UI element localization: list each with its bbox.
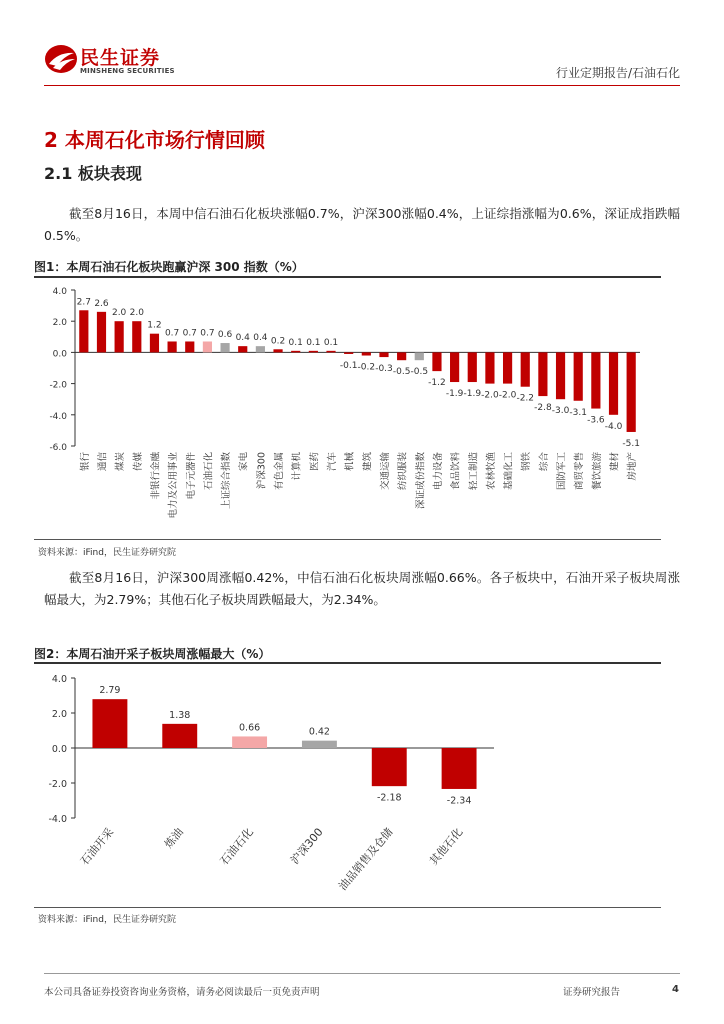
figure-2-title: 图2：本周石油开采子板块周涨幅最大（%） — [34, 647, 271, 661]
bar — [291, 351, 300, 353]
category-label: 电力及公用事业 — [168, 452, 180, 519]
category-label: 钢铁 — [521, 452, 533, 472]
figure-1-bottom-rule — [34, 539, 661, 540]
category-label: 房地产 — [627, 452, 639, 481]
category-label: 汽车 — [327, 452, 339, 472]
category-label: 沪深300 — [256, 452, 268, 490]
category-label: 交通运输 — [379, 452, 391, 491]
data-label: 0.6 — [217, 330, 233, 341]
bar — [362, 352, 371, 355]
category-label: 基础化工 — [503, 452, 515, 491]
category-label: 国防军工 — [556, 452, 568, 491]
y-tick-label: 0.0 — [51, 744, 67, 755]
bar — [397, 352, 406, 360]
data-label: -0.2 — [357, 362, 376, 373]
data-label: -4.0 — [604, 421, 623, 432]
y-tick-label: 4.0 — [51, 674, 67, 685]
category-label: 煤炭 — [115, 452, 127, 472]
figure-2-top-rule — [34, 662, 661, 664]
report-category: 行业定期报告/石油石化 — [555, 66, 680, 80]
bar — [115, 321, 124, 352]
bar — [372, 748, 407, 786]
data-label: -5.1 — [622, 438, 640, 449]
data-label: 0.1 — [306, 337, 321, 348]
bar — [256, 346, 265, 352]
category-label: 轻工制造 — [468, 452, 480, 491]
header-divider — [44, 85, 680, 86]
subsector-performance-chart — [34, 666, 661, 906]
data-label: 2.6 — [94, 298, 109, 309]
category-label: 电力设备 — [432, 452, 444, 491]
bar — [309, 351, 318, 353]
data-label: 0.7 — [164, 328, 180, 339]
bar — [485, 352, 494, 383]
minsheng-logo-icon — [44, 44, 78, 74]
data-label: -3.0 — [551, 406, 570, 417]
paragraph-subsector: 截至8月16日，沪深300周涨幅0.42%，中信石油石化板块周涨幅0.66%。各子板块中，石油开采子板块周涨幅最大，为2.79%；其他石化子板块周跌幅最大，为2.34%。 — [44, 570, 680, 607]
y-tick-label: 2.0 — [51, 709, 67, 720]
data-label: 1.2 — [147, 320, 162, 331]
category-label: 纺织服装 — [397, 452, 409, 491]
category-label: 餐饮旅游 — [591, 452, 603, 491]
bar — [220, 343, 229, 352]
data-label: -3.6 — [587, 415, 605, 426]
bar — [273, 349, 282, 352]
category-label: 建筑 — [362, 452, 374, 472]
data-label: -2.34 — [446, 795, 472, 807]
bar — [442, 748, 477, 789]
category-label: 银行 — [79, 452, 91, 472]
paragraph-summary: 截至8月16日，本周中信石油石化板块涨幅0.7%，沪深300涨幅0.4%，上证综指涨幅为0.6%，深证成指跌幅0.5%。 — [44, 206, 680, 243]
category-label: 综合 — [538, 452, 550, 472]
data-label: 0.2 — [270, 336, 286, 347]
bar — [591, 352, 600, 408]
data-label: 0.66 — [239, 722, 261, 734]
bar — [150, 334, 159, 353]
y-tick-label: 0.0 — [52, 349, 67, 360]
data-label: 0.4 — [235, 333, 250, 344]
bar — [203, 341, 212, 352]
data-label: -1.9 — [463, 389, 482, 400]
category-label: 沪深300 — [288, 825, 326, 867]
bar — [185, 341, 194, 352]
category-label: 食品饮料 — [450, 452, 462, 491]
data-label: 2.7 — [76, 297, 91, 308]
bar — [92, 699, 127, 748]
bar — [627, 352, 636, 432]
bar — [609, 352, 618, 414]
category-label: 石油石化 — [203, 452, 215, 491]
bar — [344, 352, 353, 354]
data-label: -3.1 — [569, 407, 587, 418]
data-label: -2.0 — [481, 390, 499, 401]
figure-1-title: 图1：本周石油石化板块跑赢沪深 300 指数（%） — [34, 260, 304, 274]
category-label: 油品销售及仓储 — [336, 825, 396, 893]
category-label: 家电 — [238, 452, 250, 472]
category-label: 机械 — [344, 452, 356, 472]
data-label: 0.1 — [288, 337, 303, 348]
figure-2-source: 资料来源：iFind，民生证券研究院 — [38, 915, 176, 925]
data-label: 2.79 — [99, 685, 121, 697]
category-label: 上证综合指数 — [221, 452, 233, 510]
bar — [326, 351, 335, 353]
bar — [450, 352, 459, 382]
y-tick-label: -6.0 — [49, 443, 67, 453]
bar — [97, 312, 106, 353]
bar — [79, 310, 88, 352]
category-label: 其他石化 — [427, 825, 466, 868]
y-tick-label: -4.0 — [49, 411, 67, 422]
footer-report-type: 证券研究报告 — [563, 987, 621, 998]
data-label: -1.2 — [428, 378, 446, 389]
figure-2-bottom-rule — [34, 907, 661, 908]
bar — [521, 352, 530, 386]
data-label: -2.8 — [534, 403, 552, 414]
section-title: 2 本周石化市场行情回顾 — [44, 128, 265, 152]
data-label: -0.5 — [392, 367, 411, 378]
category-label: 计算机 — [291, 452, 303, 481]
data-label: -1.9 — [445, 389, 464, 400]
bar — [432, 352, 441, 371]
bar — [162, 724, 197, 748]
brand-name: 民生证券 — [80, 47, 161, 69]
footer-divider — [44, 973, 680, 974]
bar — [503, 352, 512, 383]
data-label: 0.1 — [323, 337, 339, 348]
y-tick-label: -2.0 — [49, 380, 67, 391]
bar — [232, 736, 267, 748]
bar — [556, 352, 565, 399]
footer-disclaimer: 本公司具备证券投资咨询业务资格，请务必阅读最后一页免责声明 — [44, 987, 320, 998]
data-label: 2.0 — [129, 308, 144, 319]
bar — [302, 741, 337, 748]
category-label: 深证成份指数 — [415, 452, 427, 510]
category-label: 通信 — [97, 452, 109, 472]
bar — [168, 341, 177, 352]
bar — [538, 352, 547, 396]
y-tick-label: 4.0 — [52, 287, 67, 297]
data-label: 1.38 — [169, 709, 191, 721]
data-label: 2.0 — [111, 308, 127, 319]
data-label: -2.2 — [516, 393, 535, 404]
y-tick-label: 2.0 — [52, 318, 67, 329]
y-tick-label: -4.0 — [48, 814, 67, 825]
data-label: 0.7 — [200, 328, 215, 339]
bar — [468, 352, 477, 382]
data-label: 0.4 — [253, 333, 268, 344]
data-label: -2.18 — [376, 792, 402, 804]
category-label: 电子元器件 — [185, 452, 197, 500]
figure-1-top-rule — [34, 276, 661, 278]
figure-1-source: 资料来源：iFind，民生证券研究院 — [38, 548, 176, 558]
category-label: 传媒 — [132, 452, 144, 472]
bar — [132, 321, 141, 352]
sector-performance-chart — [34, 280, 661, 538]
data-label: -0.3 — [375, 364, 393, 375]
category-label: 非银行金融 — [150, 452, 162, 500]
y-tick-label: -2.0 — [48, 779, 67, 790]
data-label: 0.42 — [308, 726, 330, 738]
bar — [415, 352, 424, 360]
category-label: 建材 — [609, 452, 621, 472]
category-label: 石油石化 — [217, 825, 256, 868]
page-number: 4 — [672, 984, 679, 995]
bar — [574, 352, 583, 400]
category-label: 石油开采 — [77, 825, 117, 868]
category-label: 有色金属 — [274, 452, 286, 491]
data-label: -2.0 — [498, 390, 517, 401]
category-label: 医药 — [309, 452, 321, 472]
subsection-title: 2.1 板块表现 — [44, 164, 142, 183]
data-label: -0.5 — [410, 367, 429, 378]
data-label: 0.7 — [182, 328, 197, 339]
brand-name-en: MINSHENG SECURITIES — [80, 67, 175, 75]
category-label: 商贸零售 — [574, 452, 586, 491]
category-label: 农林牧渔 — [485, 452, 497, 491]
bar — [238, 346, 247, 352]
bar — [379, 352, 388, 357]
data-label: -0.1 — [339, 360, 358, 371]
category-label: 炼油 — [161, 825, 187, 851]
